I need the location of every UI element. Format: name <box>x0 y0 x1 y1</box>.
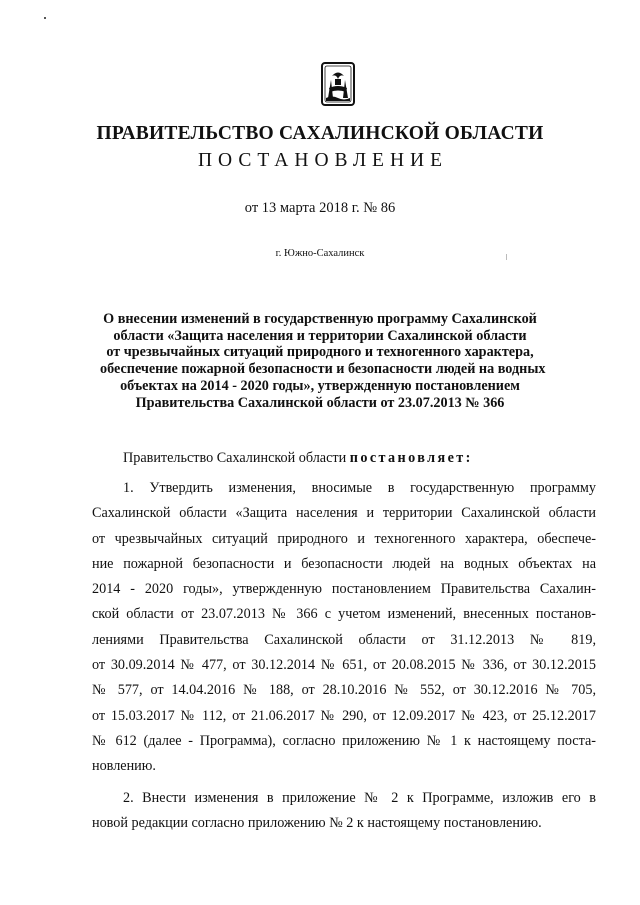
paragraph-line: новой редакции согласно приложению № 2 к настоящему постановлению. <box>92 815 542 832</box>
paragraph-line: 2. Внести изменения в приложение № 2 к Программе, изложив его в <box>123 790 596 806</box>
subject-line: области «Защита населения и территории Сахалинской области <box>113 327 527 344</box>
resolution-subject <box>100 311 546 411</box>
paragraph-line: ской области от 23.07.2013 № 366 с учетом изменений, внесенных постанов- <box>92 606 596 623</box>
document-type: ПОСТАНОВЛЕНИЕ <box>197 150 449 171</box>
paragraph-line: Сахалинской области «Защита населения и территории Сахалинской области <box>92 505 596 522</box>
subject-line: обеспечение пожарной безопасности и безопасности людей на водных <box>100 361 546 378</box>
paragraph-line: 2014 - 2020 годы», утвержденную постановлением Правительства Сахалин- <box>92 581 596 598</box>
paragraph-line: 1. Утвердить изменения, вносимые в государственную программу <box>123 480 596 496</box>
paragraph-line: № 577, от 14.04.2016 № 188, от 28.10.2016 № 552, от 30.12.2016 № 705, <box>92 682 596 699</box>
scan-speck <box>44 17 46 19</box>
paragraph-line: ние пожарной безопасности и безопасности людей на водных объектах на <box>92 555 596 572</box>
paragraph-line: лениями Правительства Сахалинской области от 31.12.2013 № 819, <box>92 631 596 648</box>
paragraph-line: от чрезвычайных ситуаций природного и техногенного характера, обеспече- <box>92 530 596 547</box>
preamble <box>123 450 473 467</box>
paragraph-line: № 612 (далее - Программа), согласно приложению № 1 к настоящему поста- <box>92 732 596 749</box>
city-name: г. Южно-Сахалинск <box>275 248 365 259</box>
scan-speck <box>506 254 507 260</box>
subject-line: О внесении изменений в государственную программу Сахалинской <box>103 311 537 327</box>
date-and-number: от 13 марта 2018 г. № 86 <box>244 200 396 216</box>
paragraph-line: от 15.03.2017 № 112, от 21.06.2017 № 290, от 12.09.2017 № 423, от 25.12.2017 <box>92 707 596 724</box>
paragraph-1 <box>92 476 596 780</box>
government-title: ПРАВИТЕЛЬСТВО САХАЛИНСКОЙ ОБЛАСТИ <box>96 123 544 144</box>
coat-of-arms-emblem <box>318 58 358 110</box>
preamble-emphasis: постановляет: <box>349 450 473 466</box>
subject-line: от чрезвычайных ситуаций природного и техногенного характера, <box>106 344 534 361</box>
paragraph-line: новлению. <box>92 758 156 775</box>
subject-line: Правительства Сахалинской области от 23.07.2013 № 366 <box>135 394 505 411</box>
preamble-text: Правительство Сахалинской области <box>123 450 350 466</box>
paragraph-line: от 30.09.2014 № 477, от 30.12.2014 № 651, от 20.08.2015 № 336, от 30.12.2015 <box>92 657 596 674</box>
subject-line: объектах на 2014 - 2020 годы», утвержденную постановлением <box>120 377 520 394</box>
paragraph-2 <box>92 786 596 837</box>
